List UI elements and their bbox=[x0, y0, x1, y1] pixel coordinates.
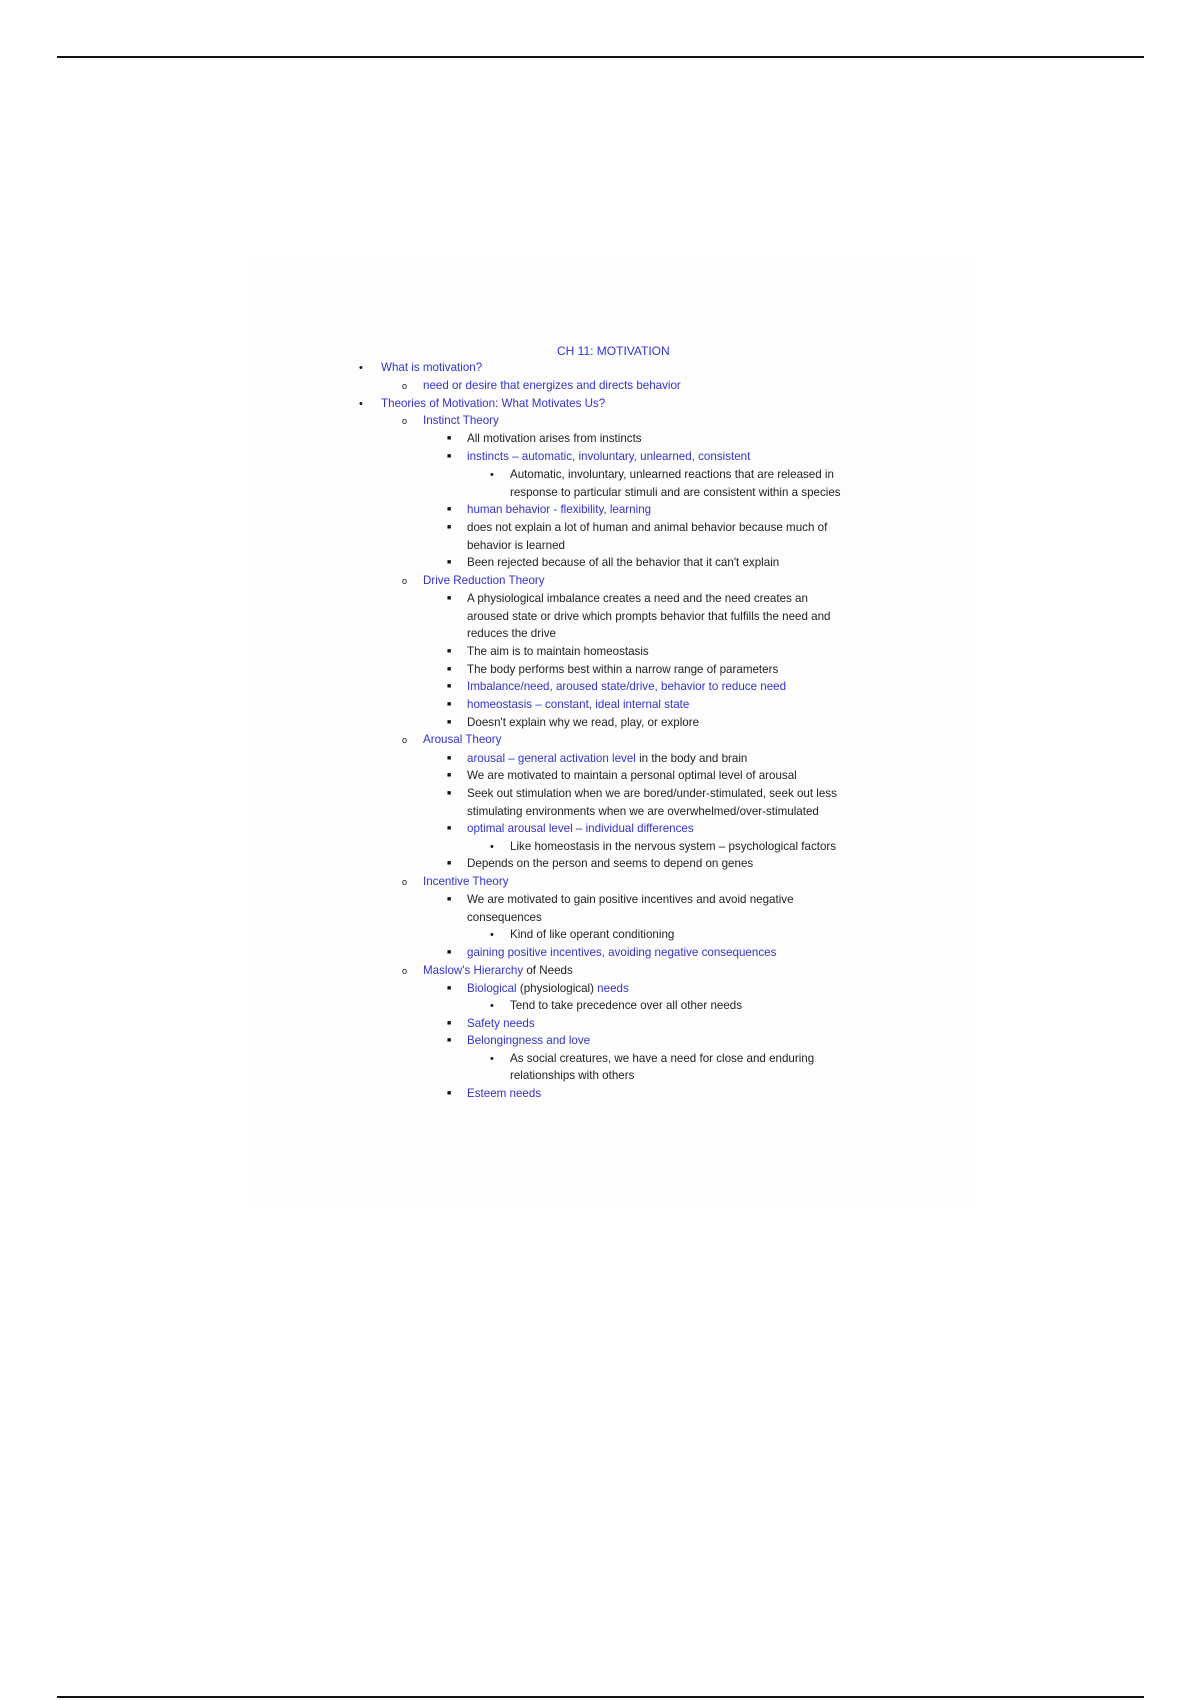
outline-item-cont: stimulating environments when we are overwhelmed/over-stimulated bbox=[467, 805, 819, 818]
outline-item: As social creatures, we have a need for close and enduring bbox=[510, 1052, 815, 1065]
term: needs bbox=[597, 982, 629, 995]
doc-title: CH 11: MOTIVATION bbox=[557, 344, 670, 358]
section-heading: Arousal Theory bbox=[423, 733, 502, 746]
outline-item: Doesn't explain why we read, play, or explore bbox=[467, 716, 700, 729]
outline-item: We are motivated to maintain a personal optimal level of arousal bbox=[467, 769, 797, 782]
bullet-icon: • bbox=[490, 1000, 494, 1012]
outline-item: We are motivated to gain positive incentives and avoid negative bbox=[467, 893, 794, 906]
square-bullet-icon: ■ bbox=[447, 896, 452, 903]
circle-bullet-icon: o bbox=[402, 735, 408, 745]
circle-bullet-icon: o bbox=[402, 416, 408, 426]
outline-item: Kind of like operant conditioning bbox=[510, 928, 675, 941]
outline-item bbox=[467, 752, 747, 766]
outline-item: Like homeostasis in the nervous system – psychological factors bbox=[510, 840, 837, 853]
outline-item: does not explain a lot of human and animal behavior because much of bbox=[467, 521, 828, 534]
term: Biological bbox=[467, 982, 517, 995]
outline-item: human behavior - flexibility, learning bbox=[467, 503, 652, 516]
square-bullet-icon: ■ bbox=[447, 985, 452, 992]
section-heading bbox=[423, 964, 573, 978]
circle-bullet-icon: o bbox=[402, 576, 408, 586]
section-heading: Incentive Theory bbox=[423, 875, 509, 888]
square-bullet-icon: ■ bbox=[447, 666, 452, 673]
outline-item: A physiological imbalance creates a need and the need creates an bbox=[467, 592, 808, 605]
section-heading: Drive Reduction Theory bbox=[423, 574, 545, 587]
outline-item: Imbalance/need, aroused state/drive, behavior to reduce need bbox=[467, 680, 787, 693]
outline-item: All motivation arises from instincts bbox=[467, 432, 642, 445]
square-bullet-icon: ■ bbox=[447, 772, 452, 779]
square-bullet-icon: ■ bbox=[447, 719, 452, 726]
square-bullet-icon: ■ bbox=[447, 595, 452, 602]
square-bullet-icon: ■ bbox=[447, 1037, 452, 1044]
bullet-icon: • bbox=[359, 362, 363, 374]
outline-item-cont: response to particular stimuli and are consistent within a species bbox=[510, 486, 841, 499]
outline-item: homeostasis – constant, ideal internal state bbox=[467, 698, 690, 711]
square-bullet-icon: ■ bbox=[447, 860, 452, 867]
term: Maslow's Hierarchy bbox=[423, 964, 524, 977]
term-rest: of Needs bbox=[523, 964, 573, 977]
square-bullet-icon: ■ bbox=[447, 435, 452, 442]
bullet-icon: • bbox=[490, 1053, 494, 1065]
outline-item: instincts – automatic, involuntary, unlearned, consistent bbox=[467, 450, 751, 463]
bullet-icon: • bbox=[359, 398, 363, 410]
square-bullet-icon: ■ bbox=[447, 506, 452, 513]
outline-item: gaining positive incentives, avoiding negative consequences bbox=[467, 946, 777, 959]
outline-item-cont: aroused state or drive which prompts behavior that fulfills the need and bbox=[467, 610, 831, 623]
outline-item: need or desire that energizes and directs behavior bbox=[423, 379, 681, 392]
section-heading: Instinct Theory bbox=[423, 414, 499, 427]
term-rest: (physiological) bbox=[516, 982, 598, 995]
square-bullet-icon: ■ bbox=[447, 1090, 452, 1097]
outline-item: Safety needs bbox=[467, 1017, 535, 1030]
term: arousal – general activation level bbox=[467, 752, 636, 765]
bottom-rule bbox=[57, 1696, 1144, 1698]
bullet-icon: • bbox=[490, 929, 494, 941]
square-bullet-icon: ■ bbox=[447, 1020, 452, 1027]
outline-item: Depends on the person and seems to depend on genes bbox=[467, 857, 754, 870]
square-bullet-icon: ■ bbox=[447, 683, 452, 690]
outline-item: Automatic, involuntary, unlearned reactions that are released in bbox=[510, 468, 834, 481]
square-bullet-icon: ■ bbox=[447, 755, 452, 762]
outline-item-cont: reduces the drive bbox=[467, 627, 556, 640]
top-rule bbox=[57, 56, 1144, 58]
outline-item-cont: consequences bbox=[467, 911, 542, 924]
circle-bullet-icon: o bbox=[402, 966, 408, 976]
outline-item: The body performs best within a narrow range of parameters bbox=[467, 663, 779, 676]
square-bullet-icon: ■ bbox=[447, 790, 452, 797]
circle-bullet-icon: o bbox=[402, 381, 408, 391]
outline-item: Theories of Motivation: What Motivates Us? bbox=[381, 397, 606, 410]
square-bullet-icon: ■ bbox=[447, 648, 452, 655]
circle-bullet-icon: o bbox=[402, 877, 408, 887]
square-bullet-icon: ■ bbox=[447, 524, 452, 531]
bullet-icon: • bbox=[490, 841, 494, 853]
bullet-icon: • bbox=[490, 469, 494, 481]
outline-item: Been rejected because of all the behavior that it can't explain bbox=[467, 556, 780, 569]
square-bullet-icon: ■ bbox=[447, 825, 452, 832]
outline-item: Seek out stimulation when we are bored/under-stimulated, seek out less bbox=[467, 787, 837, 800]
outline-item: Belongingness and love bbox=[467, 1034, 591, 1047]
square-bullet-icon: ■ bbox=[447, 453, 452, 460]
outline-item-cont: relationships with others bbox=[510, 1069, 635, 1082]
square-bullet-icon: ■ bbox=[447, 559, 452, 566]
outline-item-cont: behavior is learned bbox=[467, 539, 565, 552]
outline-item: Tend to take precedence over all other needs bbox=[510, 999, 743, 1012]
outline-item: The aim is to maintain homeostasis bbox=[467, 645, 649, 658]
outline-item: Esteem needs bbox=[467, 1087, 542, 1100]
outline-item: optimal arousal level – individual differences bbox=[467, 822, 694, 835]
square-bullet-icon: ■ bbox=[447, 949, 452, 956]
outline-item: What is motivation? bbox=[381, 361, 483, 374]
outline-item bbox=[467, 982, 629, 996]
square-bullet-icon: ■ bbox=[447, 701, 452, 708]
term-rest: in the body and brain bbox=[635, 752, 748, 765]
